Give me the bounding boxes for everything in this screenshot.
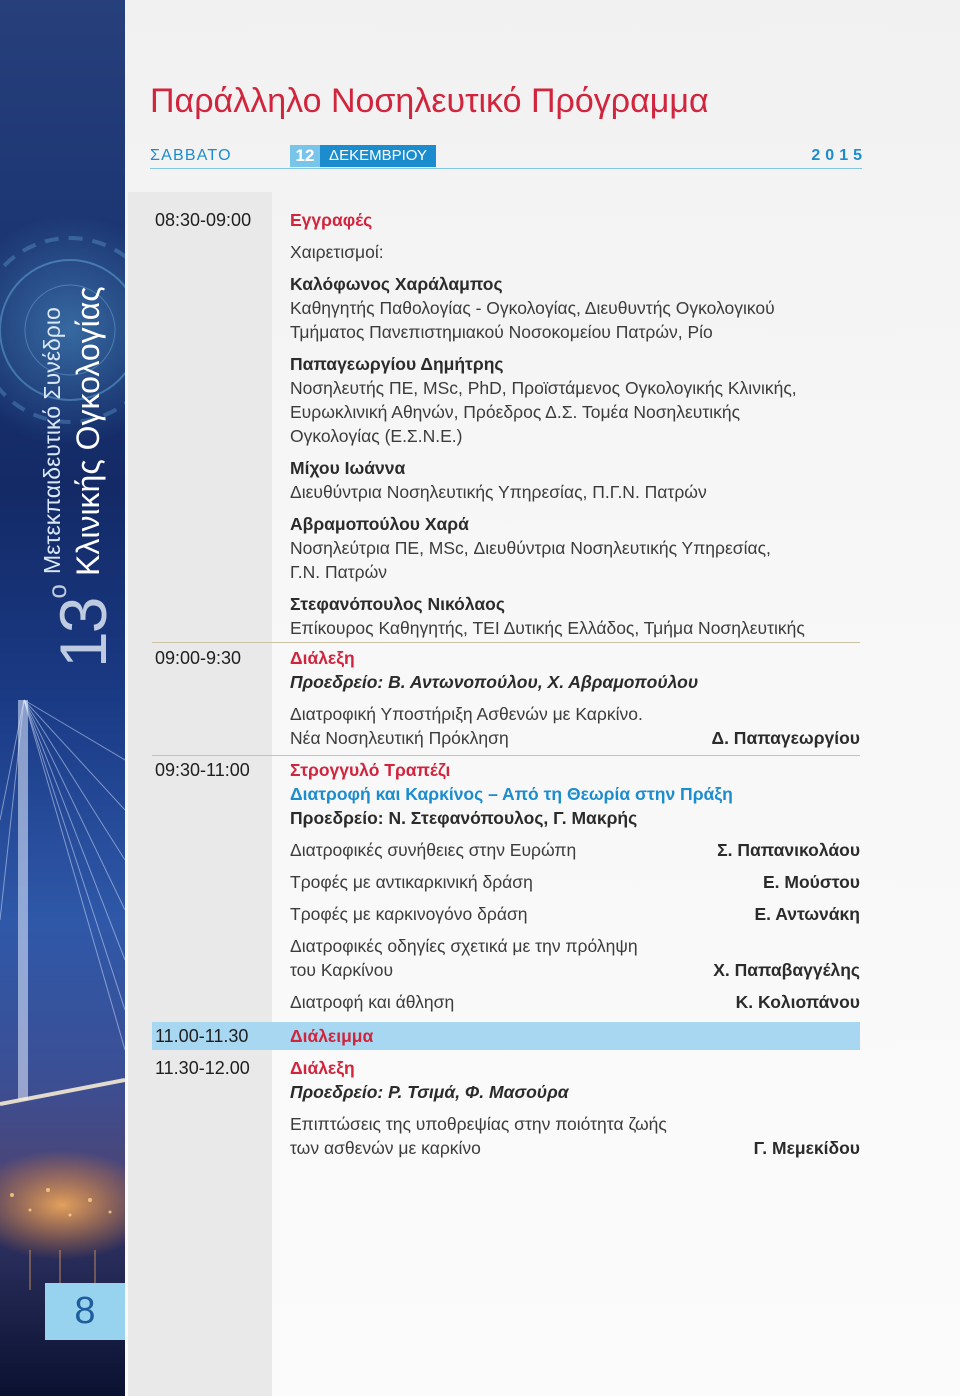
year-label: 2015: [811, 147, 867, 164]
conference-title: Κλινικής Ογκολογίας: [70, 286, 106, 576]
date-divider: [150, 168, 862, 169]
speaker-block: [290, 352, 860, 448]
speaker-block: [290, 272, 860, 344]
greeting-label: Χαιρετισμοί:: [290, 242, 384, 262]
talk-title: [290, 702, 643, 750]
edition-number: 13: [46, 598, 120, 668]
talk-title: [290, 1112, 667, 1160]
session-type: Διάλεξη: [290, 648, 355, 668]
talk-speaker: Σ. Παπανικολάου: [717, 840, 860, 860]
talk: [290, 934, 860, 982]
speaker-bio-line: Καθηγητής Παθολογίας - Ογκολογίας, Διευθυντής Ογκολογικού: [290, 298, 775, 318]
talk-title: [290, 838, 576, 862]
talk-speaker: Ε. Μούστου: [762, 872, 860, 892]
talk: [290, 702, 860, 750]
talk-title-line: Τροφές με καρκινογόνο δράση: [290, 904, 528, 924]
talk-speaker: Ε. Αντωνάκη: [754, 904, 860, 924]
talk-title: [290, 990, 454, 1014]
session-content: [290, 208, 860, 640]
session-time: 08:30-09:00: [155, 210, 252, 230]
talk-title: [290, 870, 533, 894]
session-time: 09:00-9:30: [155, 648, 242, 668]
speaker-name: Καλόφωνος Χαράλαμπος: [290, 274, 503, 294]
session-chairs: Προεδρείο: Ν. Στεφανόπουλος, Γ. Μακρής: [290, 808, 638, 828]
speaker-bio-line: Γ.Ν. Πατρών: [290, 562, 387, 582]
session-time: 09:30-11:00: [155, 760, 250, 780]
speaker-name: Παπαγεωργίου Δημήτρης: [290, 354, 504, 374]
talk-title: [290, 934, 638, 982]
talk: [290, 870, 860, 894]
speaker-bio-line: Επίκουρος Καθηγητής, ΤΕΙ Δυτικής Ελλάδος, Τμήμα Νοσηλευτικής: [290, 618, 805, 638]
speaker-block: [290, 456, 860, 504]
session-chairs: Προεδρείο: Ρ. Τσιμά, Φ. Μασούρα: [290, 1082, 569, 1102]
conference-subtitle: Μετεκπαιδευτικό Συνέδριο: [39, 307, 65, 574]
break-row: [152, 1022, 860, 1050]
talk-title-line: Διατροφική Υποστήριξη Ασθενών με Καρκίνο.: [290, 704, 643, 724]
page-title: Παράλληλο Νοσηλευτικό Πρόγραμμα: [150, 82, 709, 120]
session-type: Διάλειμμα: [290, 1026, 374, 1046]
speaker-bio-line: Νοσηλευτής ΠΕ, MSc, PhD, Προϊστάμενος Ογκολογικής Κλινικής,: [290, 378, 797, 398]
bridge-night-image: [0, 0, 125, 1396]
schedule-row: [152, 1056, 860, 1160]
page-number: 8: [45, 1283, 125, 1340]
talk: [290, 838, 860, 862]
talk-speaker: Χ. Παπαβαγγέλης: [713, 960, 860, 980]
talk-title-line: Διατροφικές συνήθειες στην Ευρώπη: [290, 840, 577, 860]
talk-speaker: Γ. Μεμεκίδου: [753, 1138, 860, 1158]
schedule-row: [152, 646, 860, 750]
session-chairs: Προεδρείο: Β. Αντωνοπούλου, Χ. Αβραμοπούλου: [290, 672, 699, 692]
speaker-bio-line: Διευθύντρια Νοσηλευτικής Υπηρεσίας, Π.Γ.Ν. Πατρών: [290, 482, 707, 502]
session-type: Στρογγυλό Τραπέζι: [290, 760, 451, 780]
talk: [290, 1112, 860, 1160]
speaker-bio-line: Νοσηλεύτρια ΠΕ, MSc, Διευθύντρια Νοσηλευτικής Υπηρεσίας,: [290, 538, 771, 558]
session-content: [290, 1056, 860, 1160]
speaker-block: [290, 592, 860, 640]
talk-title-line: Νέα Νοσηλευτική Πρόκληση: [290, 728, 509, 748]
session-type: Εγγραφές: [290, 210, 373, 230]
talk: [290, 990, 860, 1014]
edition-ordinal: ο: [42, 584, 72, 599]
speaker-name: Στεφανόπουλος Νικόλαος: [290, 594, 505, 614]
talk-speaker: Δ. Παπαγεωργίου: [711, 728, 860, 748]
talk-title-line: Τροφές με αντικαρκινική δράση: [290, 872, 533, 892]
session-type: Διάλεξη: [290, 1058, 355, 1078]
day-badge: 12: [290, 145, 320, 167]
session-time: 11.30-12.00: [155, 1058, 250, 1078]
speaker-name: Μίχου Ιωάννα: [290, 458, 406, 478]
row-divider: [152, 642, 860, 643]
session-time: 11.00-11.30: [155, 1026, 249, 1046]
talk-speaker: Κ. Κολιοπάνου: [735, 992, 860, 1012]
talk-title: [290, 902, 527, 926]
sidebar: [0, 0, 125, 1396]
speaker-block: [290, 512, 860, 584]
talk-title-line: του Καρκίνου: [290, 960, 394, 980]
speaker-name: Αβραμοπούλου Χαρά: [290, 514, 469, 534]
speaker-bio-line: Ευρωκλινική Αθηνών, Πρόεδρος Δ.Σ. Τομέα Νοσηλευτικής: [290, 402, 741, 422]
talk-title-line: Διατροφικές οδηγίες σχετικά με την πρόληψη: [290, 936, 638, 956]
talk: [290, 902, 860, 926]
session-subtitle: Διατροφή και Καρκίνος – Από τη Θεωρία στην Πράξη: [290, 784, 733, 804]
speaker-bio-line: Τμήματος Πανεπιστημιακού Νοσοκομείου Πατρών, Ρίο: [290, 322, 713, 342]
conference-edition: [42, 584, 120, 668]
talk-title-line: Διατροφή και άθληση: [290, 992, 455, 1012]
row-divider: [152, 755, 860, 756]
schedule-row: [152, 208, 860, 640]
session-content: [290, 758, 860, 1014]
talk-title-line: των ασθενών με καρκίνο: [290, 1138, 481, 1158]
schedule-row: [152, 758, 860, 1014]
speaker-bio-line: Ογκολογίας (Ε.Σ.Ν.Ε.): [290, 426, 463, 446]
month-badge: ΔΕΚΕΜΒΡΙΟΥ: [320, 145, 436, 167]
weekday-label: ΣΑΒΒΑΤΟ: [150, 147, 232, 164]
session-content: [290, 646, 860, 750]
talk-title-line: Επιπτώσεις της υποθρεψίας στην ποιότητα ζωής: [290, 1114, 667, 1134]
